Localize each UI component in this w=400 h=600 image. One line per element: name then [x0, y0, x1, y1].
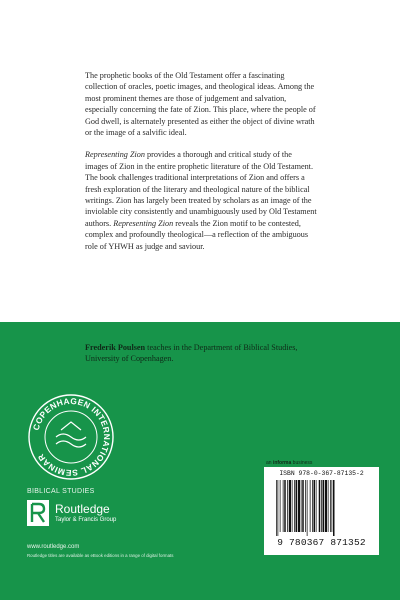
barcode-bar — [312, 480, 313, 532]
book-title-italic: Representing Zion — [85, 150, 145, 160]
barcode-bar — [323, 480, 325, 532]
back-cover-green-panel — [0, 322, 400, 600]
barcode-bar — [276, 480, 277, 536]
barcode-bar — [296, 480, 298, 532]
barcode-icon — [276, 480, 367, 536]
copenhagen-seal-icon — [26, 392, 116, 482]
informa-brand: informa — [272, 460, 292, 466]
barcode-bar — [330, 480, 331, 532]
barcode-bar — [307, 480, 308, 536]
barcode-bar — [321, 480, 322, 532]
blurb-paragraph-1: The prophetic books of the Old Testament offer a fascinating collection of oracles, poetic images, and theological ideas. Among the most prominent themes are those of judgement and salvation, especially concerning the fate of Zion. This place, where the people of God dwell, is alternately presented as either the object of divine wrath or the image of a salvific ideal. — [85, 71, 316, 138]
barcode-bar — [325, 480, 327, 532]
seal-ring-text: COPENHAGEN INTERNATIONAL SEMINAR — [30, 395, 113, 479]
isbn-label: ISBN 978-0-367-87135-2 — [279, 470, 364, 477]
author-bio-text: teaches in the Department of Biblical Studies, University of Copenhagen. — [85, 343, 298, 364]
barcode-bar — [294, 480, 295, 532]
blurb-paragraph-2-text-b: reveals the Zion motif to be contested, complex and profoundly theological—a reflection of the ambiguous role of YHWH as judge and saviour. — [85, 218, 309, 251]
barcode-bar — [332, 480, 333, 532]
publisher-name: Routledge — [55, 501, 110, 516]
barcode-bar — [302, 480, 304, 532]
publisher-group: Taylor & Francis Group — [55, 516, 117, 523]
blurb-paragraph-2-text-a: provides a thorough and critical study of the images of Zion in the entire prophetic literature of the Old Testament. The book challenges traditional interpretations of Zion and offers a fresh exploration of the literary and theological nature of the biblical writings. Zion has largely been treated by scholars as an image of the inviolable city consistently and unambiguously used by Old Testament authors. — [85, 150, 317, 228]
barcode-bar — [316, 480, 317, 532]
series-name: BIBLICAL STUDIES — [27, 488, 95, 495]
publisher-block — [27, 500, 116, 526]
barcode-bar — [292, 480, 293, 532]
barcode-bar — [289, 480, 291, 532]
barcode-bar — [314, 480, 316, 532]
barcode-bar — [301, 480, 302, 532]
barcode-bar — [284, 480, 286, 532]
book-blurb — [85, 70, 317, 263]
routledge-logo-icon — [27, 500, 49, 526]
barcode-bar — [280, 480, 281, 532]
barcode-bar — [305, 480, 306, 532]
author-bio — [85, 342, 325, 365]
barcode-bar — [278, 480, 279, 536]
barcode-bar — [298, 480, 300, 532]
book-title-italic-2: Representing Zion — [113, 218, 174, 228]
isbn-digits: 9 780367 871352 — [277, 537, 366, 548]
barcode-bar — [283, 480, 284, 532]
informa-business-label — [266, 460, 312, 466]
barcode-bar — [328, 480, 329, 532]
publisher-website: www.routledge.com — [27, 544, 80, 550]
barcode-bar — [319, 480, 321, 532]
ebook-footnote: Routledge titles are available as eBook editions in a range of digital formats — [27, 553, 174, 558]
informa-prefix: an — [266, 460, 273, 466]
blurb-paragraph-2 — [85, 149, 317, 252]
barcode-bar — [333, 480, 335, 536]
barcode-bar — [287, 480, 288, 532]
publisher-text — [55, 503, 116, 524]
author-name: Frederik Poulsen — [85, 343, 146, 352]
barcode-bar — [310, 480, 311, 532]
barcode-box — [264, 467, 379, 555]
informa-suffix: business — [291, 460, 313, 466]
